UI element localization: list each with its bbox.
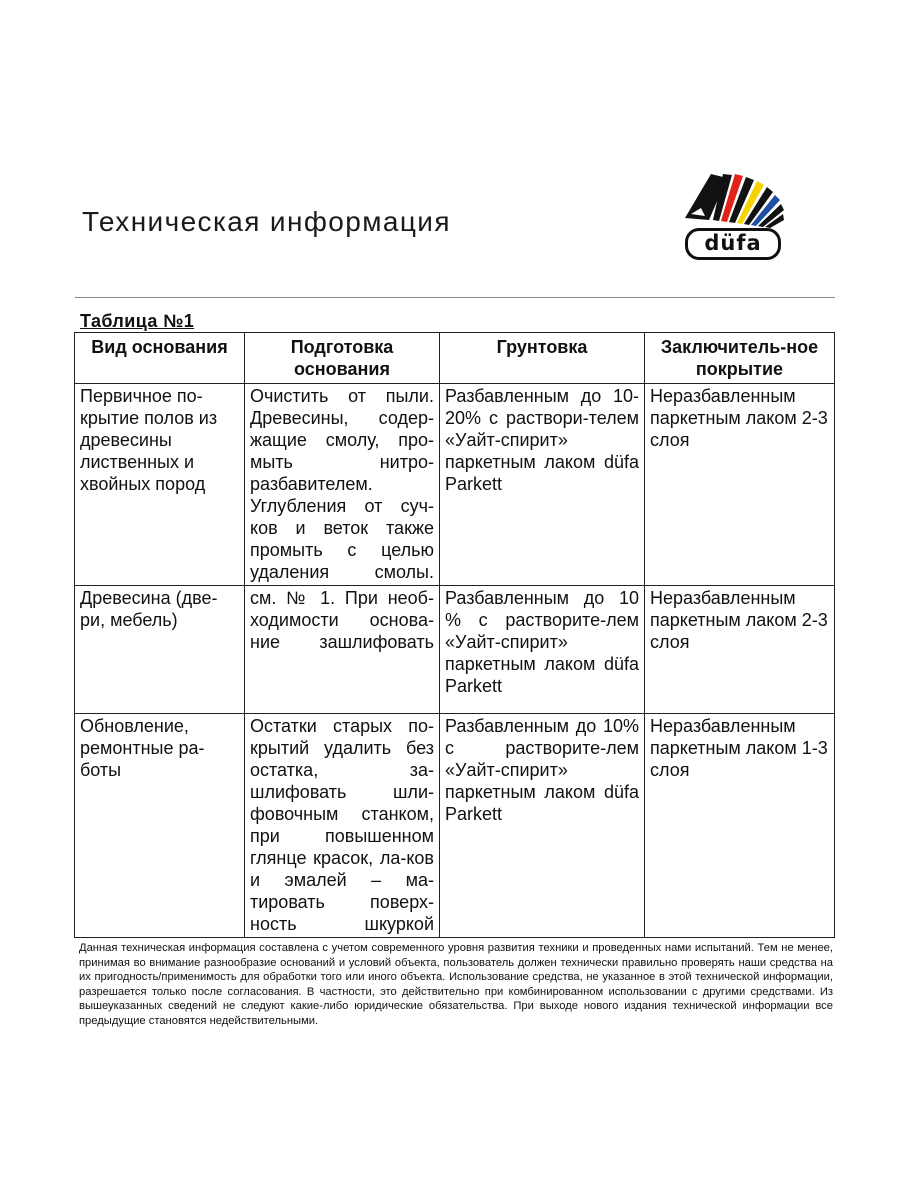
cell-primer: Разбавленным до 10% с растворите-лем «Уайт-спирит» паркетным лаком düfa Parkett — [440, 714, 645, 938]
table-header-row — [75, 333, 835, 384]
cell-base: Первичное по-крытие полов из древесины лиственных и хвойных пород — [75, 384, 245, 586]
table-row — [75, 384, 835, 586]
header-preparation: Подготовка основания — [245, 333, 440, 384]
dufa-logo — [683, 168, 785, 264]
logo-wordmark: düfa — [685, 228, 781, 260]
page-title: Техническая информация — [82, 206, 451, 237]
cell-base: Древесина (две-ри, мебель) — [75, 586, 245, 714]
header-divider — [75, 297, 835, 298]
cell-finish: Неразбавленным паркетным лаком 2-3 слоя — [645, 384, 835, 586]
technical-table — [74, 332, 835, 938]
logo-fan-icon — [683, 168, 785, 228]
cell-primer: Разбавленным до 10 % с растворите-лем «Уайт-спирит» паркетным лаком düfa Parkett — [440, 586, 645, 714]
cell-base: Обновление, ремонтные ра-боты — [75, 714, 245, 938]
cell-preparation: Очистить от пыли. Древесины, содер-жащие смолу, про-мыть нитро-разбавителем. Углубления от суч-ков и веток также промыть с целью удаления смолы. — [245, 384, 440, 586]
cell-finish: Неразбавленным паркетным лаком 2-3 слоя — [645, 586, 835, 714]
cell-preparation: см. № 1. При необ-ходимости основа-ние зашлифовать — [245, 586, 440, 714]
header-primer: Грунтовка — [440, 333, 645, 384]
header-base: Вид основания — [75, 333, 245, 384]
cell-preparation: Остатки старых по-крытий удалить без остатка, за-шлифовать шли-фовочным станком, при повышенном глянце красок, ла-ков и эмалей – ма-тировать поверх-ность шкуркой — [245, 714, 440, 938]
header-finish: Заключитель-ное покрытие — [645, 333, 835, 384]
disclaimer-text: Данная техническая информация составлена с учетом современного уровня развития техники и проведенных нами испытаний. Тем не менее, принимая во внимание разнообразие оснований и условий объекта, пользователь должен технически правильно проверять наши средства на их пригодность/применимость для обработки того или иного объекта. Использование средства, не указанное в этой технической информации, разрешается только после согласования. В частности, это действительно при комбинированном использовании с другими средствами. Из вышеуказанных сведений не следуют какие-либо юридические обязательства. При выходе нового издания технической информации все предыдущие становятся недействительными. — [79, 942, 833, 1027]
cell-primer: Разбавленным до 10-20% с раствори-телем «Уайт-спирит» паркетным лаком düfa Parkett — [440, 384, 645, 586]
table-row — [75, 714, 835, 938]
table-row — [75, 586, 835, 714]
cell-finish: Неразбавленным паркетным лаком 1-3 слоя — [645, 714, 835, 938]
table-caption: Таблица №1 — [80, 311, 195, 331]
